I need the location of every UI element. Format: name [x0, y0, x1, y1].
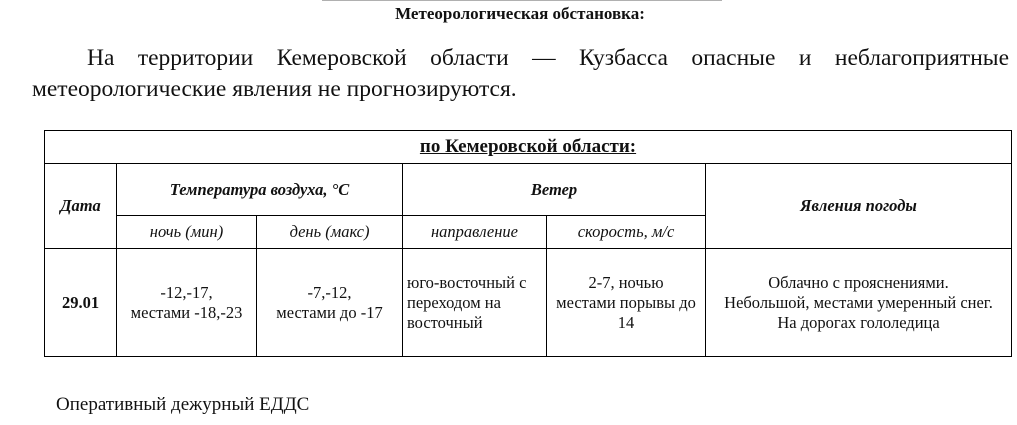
wind-speed-line: 2-7, ночью [588, 272, 664, 292]
day-subheader: день (макс) [257, 216, 403, 249]
table-row [45, 249, 1012, 357]
wind-speed-line: местами порывы до 14 [556, 292, 696, 332]
page-heading: Метеорологическая обстановка: [395, 4, 645, 23]
day-temp-line: -7,-12, [307, 282, 352, 302]
region-title-cell [45, 131, 1012, 164]
region-title-row [45, 131, 1012, 164]
forecast-table [44, 130, 1012, 357]
wind-speed-cell [547, 249, 706, 357]
direction-subheader: направление [403, 216, 547, 249]
phenomena-line: Небольшой, местами умеренный снег. [724, 292, 993, 312]
day-temp-cell [257, 249, 403, 357]
temperature-header: Температура воздуха, °С [117, 164, 403, 216]
phenomena-line: Облачно с прояснениями. [768, 272, 949, 292]
footer-signature: Оперативный дежурный ЕДДС [56, 394, 310, 415]
date-cell: 29.01 [45, 249, 117, 357]
phenomena-header: Явления погоды [706, 164, 1012, 249]
night-temp-line: местами -18,-23 [130, 302, 243, 322]
speed-subheader: скорость, м/с [547, 216, 706, 249]
wind-header: Ветер [403, 164, 706, 216]
top-divider [322, 0, 722, 1]
phenomena-cell [706, 249, 1012, 357]
night-temp-cell [117, 249, 257, 357]
night-subheader: ночь (мин) [117, 216, 257, 249]
phenomena-line: На дорогах гололедица [777, 312, 940, 332]
region-title: по Кемеровской области: [419, 136, 637, 157]
day-temp-line: местами до -17 [276, 302, 383, 322]
header-row [45, 164, 1012, 216]
intro-paragraph: На территории Кемеровской области — Кузбасса опасные и неблагоприятные метеорологические явления не прогнозируются. [32, 45, 1009, 102]
date-header: Дата [45, 164, 117, 249]
wind-direction-cell: юго-восточный с переходом на восточный [403, 249, 547, 357]
night-temp-line: -12,-17, [160, 282, 213, 302]
